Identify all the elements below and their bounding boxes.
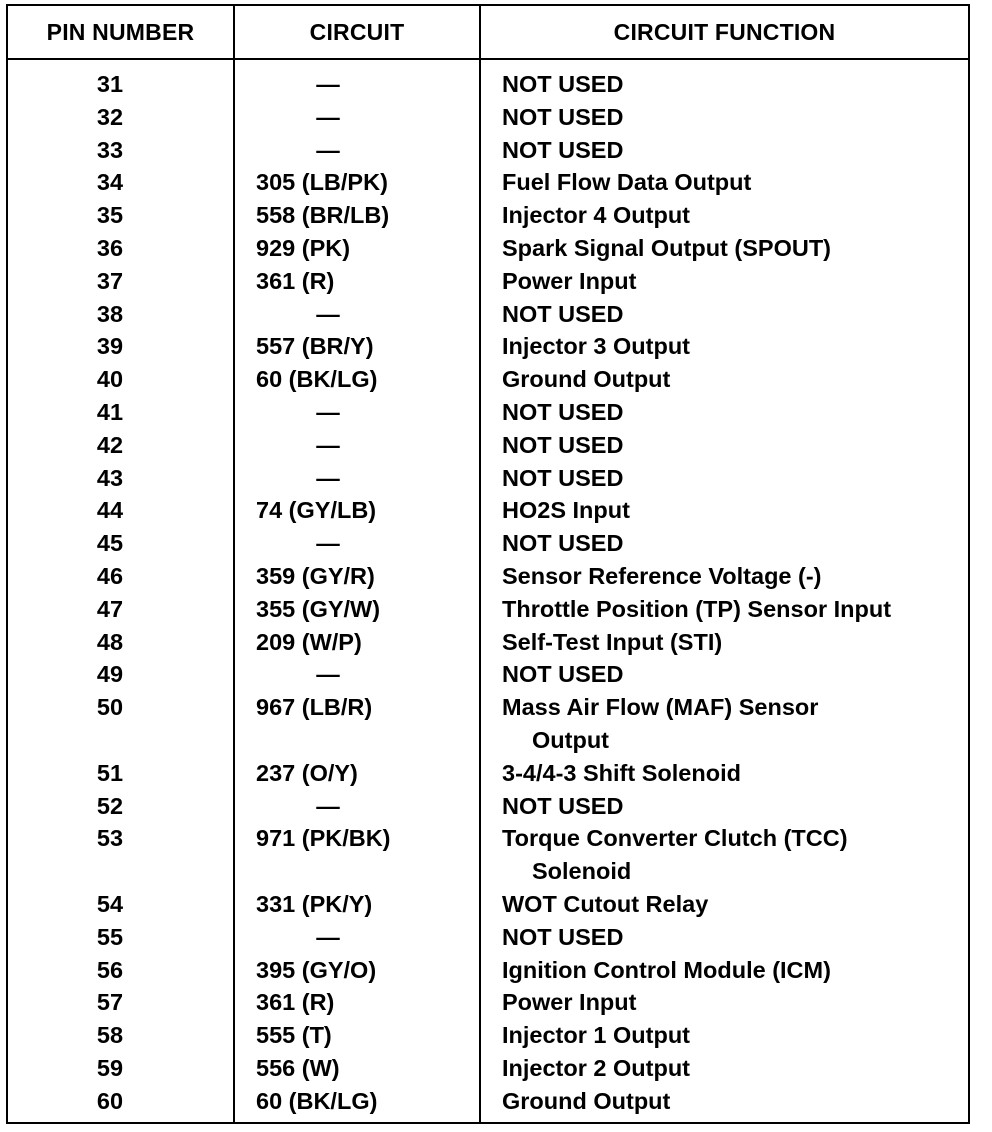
header-divider	[8, 58, 968, 60]
table-row	[8, 1085, 968, 1118]
pin-number-cell: 42	[96, 431, 124, 458]
circuit-cell: 395 (GY/O)	[256, 956, 377, 983]
pin-number-cell: 47	[96, 595, 124, 622]
pin-number-cell: 33	[96, 136, 124, 163]
table-row	[8, 68, 968, 101]
table-row	[8, 166, 968, 199]
circuit-cell: 967 (LB/R)	[256, 694, 373, 721]
table-row	[8, 527, 968, 560]
circuit-function-cell: NOT USED	[502, 300, 624, 327]
circuit-cell: 555 (T)	[256, 1022, 332, 1049]
circuit-function-cell: Power Input	[502, 267, 637, 294]
pin-number-cell: 31	[96, 71, 124, 97]
circuit-function-cell: NOT USED	[502, 530, 624, 557]
table-row	[8, 462, 968, 495]
pin-number-cell: 35	[96, 202, 124, 229]
table-row	[8, 396, 968, 429]
table-row	[8, 265, 968, 298]
pin-number-cell: 59	[96, 1054, 124, 1081]
circuit-function-cell: NOT USED	[502, 103, 624, 130]
circuit-cell: 929 (PK)	[256, 234, 351, 261]
pin-number-cell: 41	[96, 398, 124, 425]
pin-number-cell: 36	[96, 234, 124, 261]
pin-number-cell: 40	[96, 366, 124, 393]
circuit-cell: 331 (PK/Y)	[256, 890, 373, 917]
circuit-function-cell: Ground Output	[502, 1087, 671, 1114]
pin-number-cell: 55	[96, 923, 124, 950]
header-circuit: CIRCUIT	[309, 18, 405, 45]
pin-number-cell: 60	[96, 1087, 124, 1114]
circuit-cell: —	[316, 71, 340, 97]
circuit-cell: 558 (BR/LB)	[256, 202, 390, 229]
circuit-function-continuation: Output	[532, 726, 609, 753]
pin-number-cell: 32	[96, 103, 124, 130]
table-row	[8, 232, 968, 265]
pin-number-cell: 51	[96, 759, 124, 786]
circuit-function-cell: NOT USED	[502, 923, 624, 950]
circuit-cell: 557 (BR/Y)	[256, 333, 374, 360]
table-row	[8, 658, 968, 691]
pin-number-cell: 49	[96, 661, 124, 688]
pin-number-cell: 54	[96, 890, 124, 917]
circuit-function-cell: NOT USED	[502, 136, 624, 163]
table-row	[8, 429, 968, 462]
table-row	[8, 626, 968, 659]
circuit-cell: 359 (GY/R)	[256, 562, 375, 589]
circuit-function-cell: Sensor Reference Voltage (-)	[502, 562, 822, 589]
pin-number-cell: 37	[96, 267, 124, 294]
circuit-cell: —	[316, 464, 340, 491]
pin-number-cell: 45	[96, 530, 124, 557]
circuit-function-cell: WOT Cutout Relay	[502, 890, 709, 917]
circuit-cell: —	[316, 300, 340, 327]
table-row	[8, 888, 968, 921]
circuit-cell: —	[316, 431, 340, 458]
circuit-cell: 361 (R)	[256, 267, 335, 294]
circuit-function-cell: Spark Signal Output (SPOUT)	[502, 234, 832, 261]
circuit-function-cell: Throttle Position (TP) Sensor Input	[502, 595, 892, 622]
circuit-cell: 305 (LB/PK)	[256, 169, 388, 196]
circuit-function-cell: Self-Test Input (STI)	[502, 628, 723, 655]
circuit-function-cell: HO2S Input	[502, 497, 630, 524]
circuit-cell: 361 (R)	[256, 989, 335, 1016]
header-circuit-function: CIRCUIT FUNCTION	[613, 18, 836, 45]
circuit-function-cell: Ground Output	[502, 366, 671, 393]
pin-table	[6, 4, 970, 1124]
circuit-function-continuation: Solenoid	[532, 858, 632, 885]
circuit-cell: —	[316, 530, 340, 557]
circuit-function-cell: NOT USED	[502, 431, 624, 458]
pin-number-cell: 56	[96, 956, 124, 983]
circuit-cell: —	[316, 103, 340, 130]
circuit-function-cell: Injector 2 Output	[502, 1054, 690, 1081]
table-row	[8, 363, 968, 396]
header-pin-number: PIN NUMBER	[46, 18, 195, 45]
circuit-cell: 237 (O/Y)	[256, 759, 358, 786]
circuit-function-cell: NOT USED	[502, 398, 624, 425]
table-row	[8, 757, 968, 790]
pin-number-cell: 34	[96, 169, 124, 196]
circuit-function-cell: Fuel Flow Data Output	[502, 169, 752, 196]
circuit-cell: 971 (PK/BK)	[256, 825, 391, 852]
pin-number-cell: 39	[96, 333, 124, 360]
pin-number-cell: 52	[96, 792, 124, 819]
circuit-function-cell: NOT USED	[502, 464, 624, 491]
table-row	[8, 101, 968, 134]
circuit-function-cell: 3-4/4-3 Shift Solenoid	[502, 759, 741, 786]
circuit-function-cell: Ignition Control Module (ICM)	[502, 956, 831, 983]
circuit-cell: —	[316, 923, 340, 950]
circuit-cell: —	[316, 661, 340, 688]
circuit-function-cell: Injector 3 Output	[502, 333, 690, 360]
table-row	[8, 691, 968, 757]
circuit-function-cell: Mass Air Flow (MAF) Sensor	[502, 694, 819, 721]
table-row	[8, 790, 968, 823]
table-row	[8, 1019, 968, 1052]
table-row	[8, 560, 968, 593]
circuit-function-cell: Injector 4 Output	[502, 202, 690, 229]
table-row	[8, 954, 968, 987]
pin-number-cell: 58	[96, 1022, 124, 1049]
pin-number-cell: 53	[96, 825, 124, 852]
circuit-cell: 355 (GY/W)	[256, 595, 381, 622]
circuit-function-cell: NOT USED	[502, 71, 624, 97]
table-row	[8, 298, 968, 331]
pin-number-cell: 46	[96, 562, 124, 589]
table-row	[8, 134, 968, 167]
circuit-function-cell: NOT USED	[502, 792, 624, 819]
pin-number-cell: 57	[96, 989, 124, 1016]
pin-number-cell: 38	[96, 300, 124, 327]
table-row	[8, 593, 968, 626]
circuit-function-cell: Torque Converter Clutch (TCC)	[502, 825, 848, 852]
circuit-function-cell: NOT USED	[502, 661, 624, 688]
circuit-function-cell: Injector 1 Output	[502, 1022, 690, 1049]
pin-number-cell: 43	[96, 464, 124, 491]
circuit-cell: 60 (BK/LG)	[256, 1087, 378, 1114]
table-row	[8, 494, 968, 527]
circuit-cell: —	[316, 136, 340, 163]
circuit-cell: 60 (BK/LG)	[256, 366, 378, 393]
circuit-cell: 74 (GY/LB)	[256, 497, 377, 524]
pin-number-cell: 50	[96, 694, 124, 721]
circuit-cell: —	[316, 792, 340, 819]
table-row	[8, 921, 968, 954]
circuit-cell: 209 (W/P)	[256, 628, 362, 655]
circuit-cell: 556 (W)	[256, 1054, 340, 1081]
table-row	[8, 822, 968, 888]
table-row	[8, 986, 968, 1019]
table-row	[8, 330, 968, 363]
table-body	[8, 68, 968, 1118]
circuit-function-cell: Power Input	[502, 989, 637, 1016]
table-row	[8, 1052, 968, 1085]
circuit-cell: —	[316, 398, 340, 425]
pin-number-cell: 44	[96, 497, 124, 524]
pin-number-cell: 48	[96, 628, 124, 655]
table-row	[8, 199, 968, 232]
